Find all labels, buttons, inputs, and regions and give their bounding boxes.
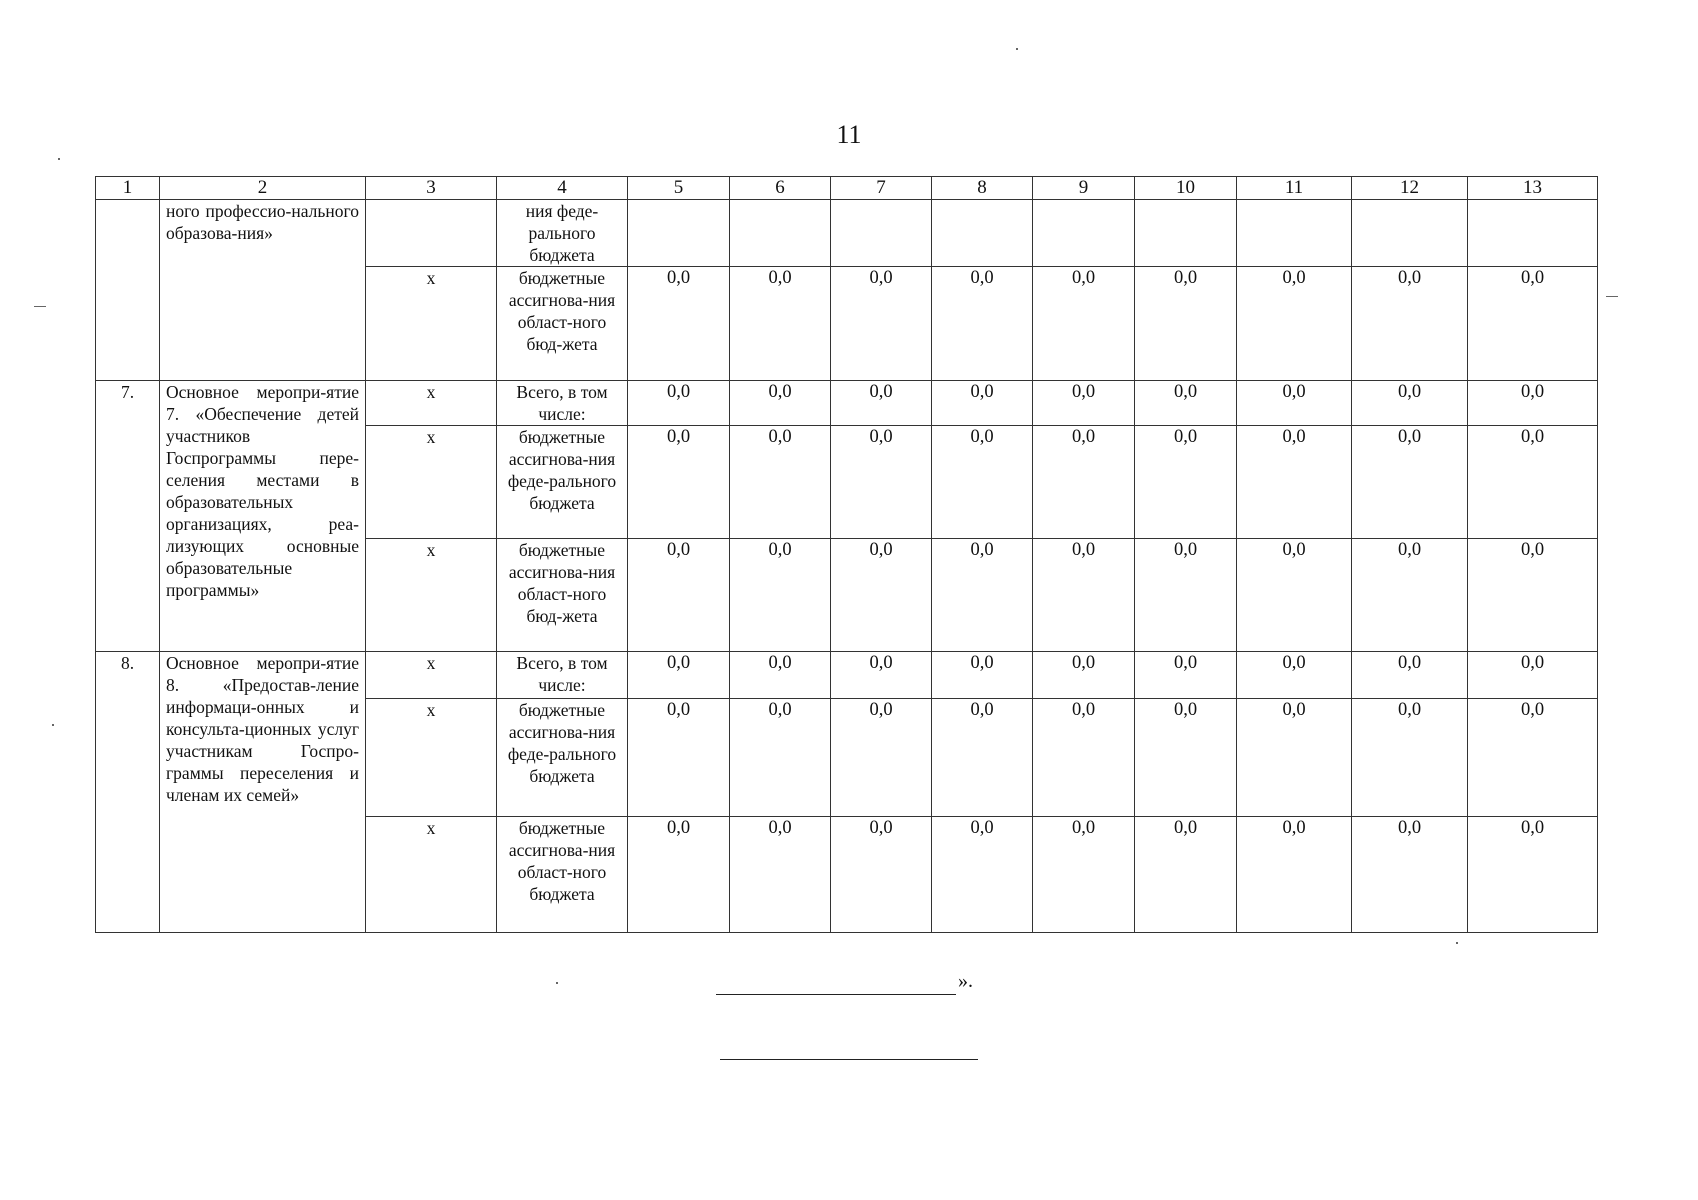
scan-speck bbox=[1606, 296, 1618, 297]
funding-source-cell: ния феде-рального бюджета bbox=[497, 200, 628, 267]
value-cell: 0,0 bbox=[730, 267, 831, 381]
row-number-cell bbox=[96, 200, 160, 381]
value-cell: 0,0 bbox=[730, 817, 831, 933]
x-cell: х bbox=[366, 381, 497, 426]
value-cell: 0,0 bbox=[1237, 699, 1352, 817]
value-cell: 0,0 bbox=[932, 699, 1033, 817]
value-cell: 0,0 bbox=[831, 817, 932, 933]
budget-table bbox=[95, 176, 1598, 933]
column-header: 12 bbox=[1352, 177, 1468, 200]
column-header: 3 bbox=[366, 177, 497, 200]
value-cell: 0,0 bbox=[628, 381, 730, 426]
value-cell: 0,0 bbox=[1468, 699, 1598, 817]
value-cell: 0,0 bbox=[1135, 652, 1237, 699]
scan-speck bbox=[1016, 48, 1018, 50]
column-header: 4 bbox=[497, 177, 628, 200]
value-cell: 0,0 bbox=[932, 381, 1033, 426]
value-cell bbox=[730, 200, 831, 267]
value-cell: 0,0 bbox=[628, 539, 730, 652]
scan-speck bbox=[58, 158, 60, 160]
value-cell: 0,0 bbox=[932, 267, 1033, 381]
value-cell: 0,0 bbox=[831, 267, 932, 381]
value-cell: 0,0 bbox=[1468, 817, 1598, 933]
scan-speck bbox=[1456, 942, 1458, 944]
column-header: 10 bbox=[1135, 177, 1237, 200]
value-cell: 0,0 bbox=[932, 652, 1033, 699]
value-cell bbox=[932, 200, 1033, 267]
column-header: 6 bbox=[730, 177, 831, 200]
row-number-cell: 8. bbox=[96, 652, 160, 933]
column-header: 5 bbox=[628, 177, 730, 200]
value-cell: 0,0 bbox=[831, 652, 932, 699]
funding-source-cell: Всего, в том числе: bbox=[497, 652, 628, 699]
value-cell: 0,0 bbox=[1468, 539, 1598, 652]
value-cell bbox=[1237, 200, 1352, 267]
x-cell: х bbox=[366, 817, 497, 933]
column-header: 9 bbox=[1033, 177, 1135, 200]
funding-source-cell: Всего, в том числе: bbox=[497, 381, 628, 426]
value-cell: 0,0 bbox=[1352, 652, 1468, 699]
value-cell: 0,0 bbox=[628, 426, 730, 539]
value-cell: 0,0 bbox=[932, 817, 1033, 933]
x-cell: х bbox=[366, 652, 497, 699]
value-cell: 0,0 bbox=[1135, 267, 1237, 381]
funding-source-cell: бюджетные ассигнова-ния феде-рального бюджета bbox=[497, 426, 628, 539]
table-row bbox=[96, 200, 1598, 267]
value-cell: 0,0 bbox=[730, 539, 831, 652]
table-row bbox=[96, 652, 1598, 699]
column-header: 7 bbox=[831, 177, 932, 200]
column-header: 1 bbox=[96, 177, 160, 200]
value-cell: 0,0 bbox=[1237, 539, 1352, 652]
value-cell: 0,0 bbox=[1033, 539, 1135, 652]
value-cell: 0,0 bbox=[1033, 426, 1135, 539]
value-cell: 0,0 bbox=[1468, 652, 1598, 699]
value-cell: 0,0 bbox=[628, 817, 730, 933]
value-cell: 0,0 bbox=[831, 426, 932, 539]
value-cell: 0,0 bbox=[1468, 381, 1598, 426]
x-cell: х bbox=[366, 426, 497, 539]
column-header: 13 bbox=[1468, 177, 1598, 200]
funding-source-cell: бюджетные ассигнова-ния феде-рального бюджета bbox=[497, 699, 628, 817]
value-cell bbox=[1033, 200, 1135, 267]
value-cell: 0,0 bbox=[1033, 381, 1135, 426]
value-cell: 0,0 bbox=[628, 699, 730, 817]
event-name-cell: ного профессио-нального образова-ния» bbox=[160, 200, 366, 381]
value-cell: 0,0 bbox=[1237, 381, 1352, 426]
value-cell: 0,0 bbox=[628, 267, 730, 381]
funding-source-cell: бюджетные ассигнова-ния област-ного бюджета bbox=[497, 817, 628, 933]
value-cell: 0,0 bbox=[1468, 426, 1598, 539]
value-cell: 0,0 bbox=[1237, 426, 1352, 539]
value-cell: 0,0 bbox=[1352, 267, 1468, 381]
value-cell: 0,0 bbox=[932, 426, 1033, 539]
value-cell: 0,0 bbox=[1352, 817, 1468, 933]
value-cell: 0,0 bbox=[1033, 267, 1135, 381]
value-cell: 0,0 bbox=[1468, 267, 1598, 381]
value-cell: 0,0 bbox=[831, 381, 932, 426]
value-cell: 0,0 bbox=[730, 699, 831, 817]
value-cell bbox=[831, 200, 932, 267]
value-cell: 0,0 bbox=[730, 426, 831, 539]
value-cell: 0,0 bbox=[831, 699, 932, 817]
column-header: 2 bbox=[160, 177, 366, 200]
value-cell: 0,0 bbox=[1135, 381, 1237, 426]
value-cell: 0,0 bbox=[1237, 267, 1352, 381]
column-header: 8 bbox=[932, 177, 1033, 200]
value-cell: 0,0 bbox=[1352, 699, 1468, 817]
value-cell bbox=[1352, 200, 1468, 267]
value-cell: 0,0 bbox=[1352, 426, 1468, 539]
value-cell: 0,0 bbox=[628, 652, 730, 699]
value-cell: 0,0 bbox=[1033, 817, 1135, 933]
page-number: 11 bbox=[836, 120, 862, 149]
scan-speck bbox=[34, 306, 46, 307]
value-cell: 0,0 bbox=[1135, 539, 1237, 652]
x-cell: х bbox=[366, 539, 497, 652]
value-cell: 0,0 bbox=[1135, 817, 1237, 933]
row-number-cell: 7. bbox=[96, 381, 160, 652]
value-cell: 0,0 bbox=[1033, 699, 1135, 817]
value-cell: 0,0 bbox=[1352, 381, 1468, 426]
funding-source-cell: бюджетные ассигнова-ния област-ного бюд-жета bbox=[497, 539, 628, 652]
value-cell: 0,0 bbox=[932, 539, 1033, 652]
column-header: 11 bbox=[1237, 177, 1352, 200]
funding-source-cell: бюджетные ассигнова-ния област-ного бюд-жета bbox=[497, 267, 628, 381]
x-cell: х bbox=[366, 267, 497, 381]
table-row bbox=[96, 381, 1598, 426]
value-cell bbox=[1135, 200, 1237, 267]
column-number-header-row bbox=[96, 177, 1598, 200]
value-cell: 0,0 bbox=[1352, 539, 1468, 652]
value-cell bbox=[628, 200, 730, 267]
value-cell: 0,0 bbox=[1135, 426, 1237, 539]
event-name-cell: Основное меропри-ятие 8. «Предостав-ление информаци-онных и консульта-ционных услуг участникам Госпро-граммы переселения и членам их семей» bbox=[160, 652, 366, 933]
value-cell: 0,0 bbox=[730, 381, 831, 426]
x-cell bbox=[366, 200, 497, 267]
closing-blank-line bbox=[716, 970, 956, 995]
scan-speck bbox=[52, 724, 54, 726]
value-cell: 0,0 bbox=[1135, 699, 1237, 817]
value-cell: 0,0 bbox=[831, 539, 932, 652]
event-name-cell: Основное меропри-ятие 7. «Обеспечение детей участников Госпрограммы пере-селения местами в образовательных организациях, реа-лизующих основные образовательные программы» bbox=[160, 381, 366, 652]
scan-speck bbox=[556, 982, 558, 984]
closing-quote: ». bbox=[958, 970, 973, 992]
value-cell: 0,0 bbox=[1237, 817, 1352, 933]
value-cell: 0,0 bbox=[1033, 652, 1135, 699]
value-cell: 0,0 bbox=[1237, 652, 1352, 699]
value-cell: 0,0 bbox=[730, 652, 831, 699]
value-cell bbox=[1468, 200, 1598, 267]
x-cell: х bbox=[366, 699, 497, 817]
signature-line bbox=[720, 1059, 978, 1060]
